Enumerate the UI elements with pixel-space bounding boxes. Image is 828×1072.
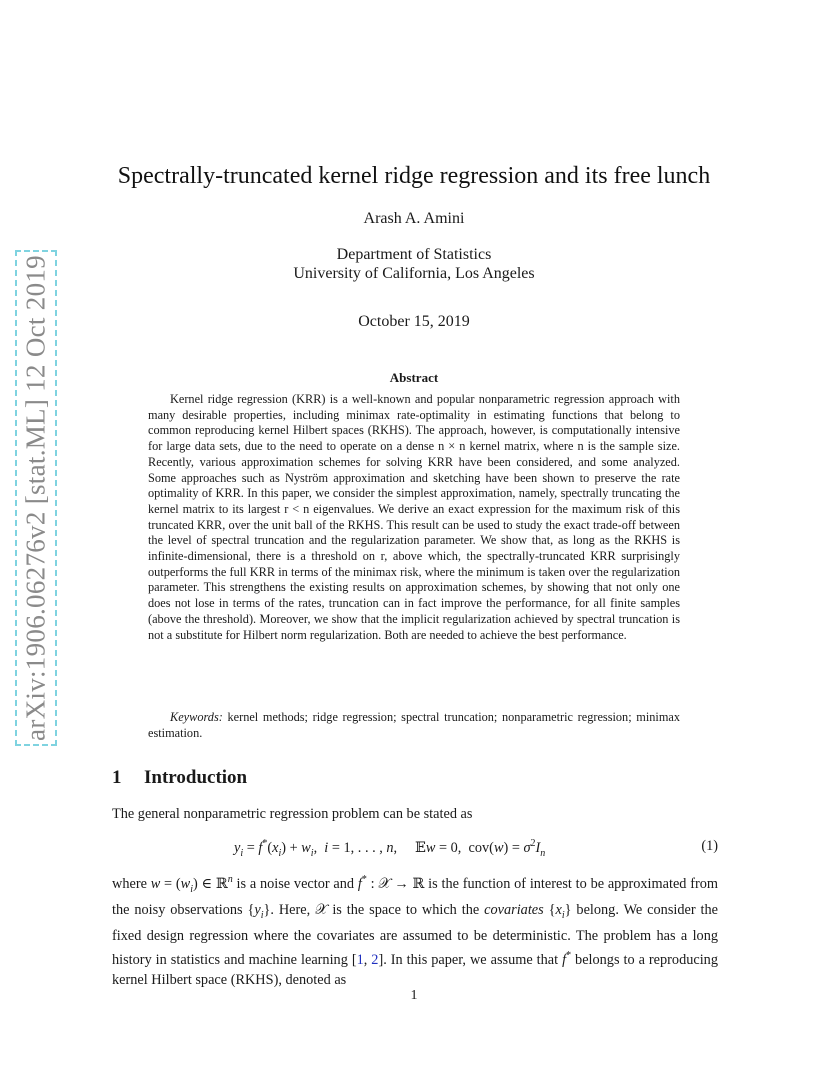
keywords: [148, 710, 680, 741]
affiliation: [0, 245, 828, 283]
intro-sentence: The general nonparametric regression problem can be stated as: [112, 806, 473, 822]
abstract-heading: Abstract: [389, 370, 439, 385]
author-name: Arash A. Amini: [363, 210, 465, 227]
paper-date: October 15, 2019: [358, 313, 470, 330]
affiliation-department: Department of Statistics: [336, 246, 492, 263]
equation-body: $y_i = f^*(x_i) + w_i$, i = 1, . . . , n, 𝔼w = 0, $cov(w) = \sigma^2I_n$: [234, 838, 546, 859]
keywords-label: Keywords:: [170, 710, 223, 724]
intro-paragraph: where $w = (w_i)$ ∈ ℝ$^n$ is a noise vector and f* : 𝒳 → ℝ is the function of interest to be approximated from the noisy observations $\{y_i\}$. Here, 𝒳 is the space to which the covariates $\{x_i\}$ belong. We consider the fixed design regression where the covariates are assumed to be deterministic. The problem has a long history in statistics and machine learning [1, 2]. In this paper, we assume that f* belongs to a reproducing kernel Hilbert space (RKHS), denoted as: [112, 874, 719, 989]
equation-1: [112, 838, 718, 860]
keywords-text: kernel methods; ridge regression; spectral truncation; nonparametric regression; minimax estimation.: [148, 710, 680, 740]
section-title: Introduction: [144, 767, 248, 788]
citation-link[interactable]: 2: [371, 952, 379, 969]
section-number: 1: [112, 767, 122, 788]
page-number: 1: [410, 988, 418, 1003]
paper-title: Spectrally-truncated kernel ridge regression and its free lunch: [117, 163, 711, 189]
abstract-body: Kernel ridge regression (KRR) is a well-known and popular nonparametric regression approach with many desirable properties, including minimax rate-optimality in estimating functions that belong to common reproducing kernel Hilbert spaces (RKHS). The approach, however, is computationally intensive for large data sets, due to the need to operate on a dense n × n kernel matrix, where n is the sample size. Recently, various approximation schemes for solving KRR have been considered, and some analyzed. Some approaches such as Nyström approximation and sketching have been shown to preserve the rate optimality of KRR. In this paper, we consider the simplest approximation, namely, spectrally truncating the kernel matrix to its largest r < n eigenvalues. We derive an exact expression for the maximum risk of this truncated KRR, over the unit ball of the RKHS. This result can be used to study the exact trade-off between the level of spectral truncation and the regularization parameter. We show that, as long as the RKHS is infinite-dimensional, there is a threshold on r, above which, the spectrally-truncated KRR surprisingly outperforms the full KRR in terms of the minimax risk, where the minimum is taken over the regularization parameter. This strengthens the existing results on approximation schemes, by showing that not only one does not lose in terms of the rates, truncation can in fact improve the performance, for all finite samples (above the threshold). Moreover, we show that the implicit regularization achieved by spectral truncation is not a substitute for Hilbert norm regularization. Both are needed to achieve the best performance.: [148, 392, 680, 642]
equation-number: (1): [701, 838, 718, 854]
arxiv-stamp-text: arXiv:1906.06276v2 [stat.ML] 12 Oct 2019: [20, 255, 51, 741]
section-heading: [112, 767, 247, 789]
citation-link[interactable]: 1: [356, 952, 364, 969]
affiliation-university: University of California, Los Angeles: [293, 265, 535, 282]
